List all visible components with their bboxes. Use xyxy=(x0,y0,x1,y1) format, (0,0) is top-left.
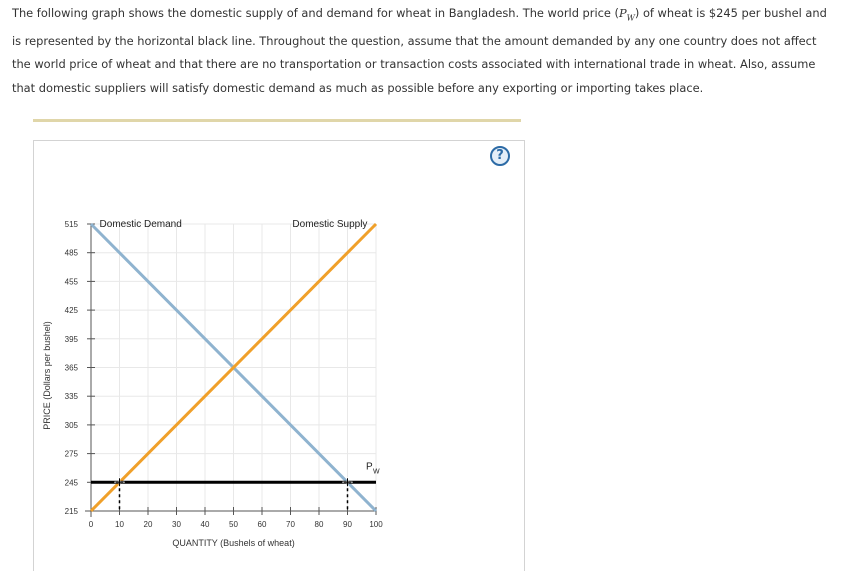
x-tick-label: 80 xyxy=(314,520,324,529)
x-tick-label: 0 xyxy=(88,520,94,529)
x-tick-label: 50 xyxy=(229,520,238,529)
x-tick-label: 20 xyxy=(143,520,153,529)
y-tick-label: 335 xyxy=(64,392,78,402)
y-tick-label: 275 xyxy=(64,449,78,459)
y-tick-label: 455 xyxy=(64,277,78,287)
x-tick-label: 70 xyxy=(286,520,295,529)
world-price-symbol: $P_W$ xyxy=(618,6,635,23)
supply-label: Domestic Supply xyxy=(292,219,368,230)
y-tick-label: 305 xyxy=(64,420,78,430)
x-tick-label: 40 xyxy=(200,520,210,529)
world-price-label: P xyxy=(366,461,373,473)
y-axis-title: PRICE (Dollars per bushel) xyxy=(42,321,52,430)
help-icon[interactable]: ? xyxy=(490,146,510,166)
y-tick-label: 245 xyxy=(64,478,78,488)
y-tick-label: 485 xyxy=(64,248,78,258)
y-tick-label: 215 xyxy=(64,507,78,516)
y-tick-label: 515 xyxy=(64,220,78,229)
x-tick-label: 90 xyxy=(343,520,352,529)
demand-label: Domestic Demand xyxy=(99,219,182,230)
world-price-label-sub: W xyxy=(373,468,380,476)
y-tick-label: 395 xyxy=(64,334,78,344)
x-tick-label: 10 xyxy=(115,520,124,529)
y-tick-label: 365 xyxy=(64,363,78,373)
question-text: The following graph shows the domestic supply of and demand for wheat in Bangladesh. The world price $(P_W)$ of wheat is $245 per bushel and is represented by the horizontal black line. Throughout the question, assume that the amount demanded by any one country does not affect the world price of wheat and that there are no transportation or transaction costs associated with international trade in wheat. Also, assume that domestic suppliers will satisfy domestic demand as much as possible before any exporting or importing takes place. xyxy=(12,6,827,95)
x-tick-label: 60 xyxy=(257,520,267,529)
x-tick-label: 100 xyxy=(369,520,383,529)
x-axis-title: QUANTITY (Bushels of wheat) xyxy=(172,538,295,548)
y-tick-label: 425 xyxy=(64,306,78,316)
x-tick-label: 30 xyxy=(172,520,181,529)
